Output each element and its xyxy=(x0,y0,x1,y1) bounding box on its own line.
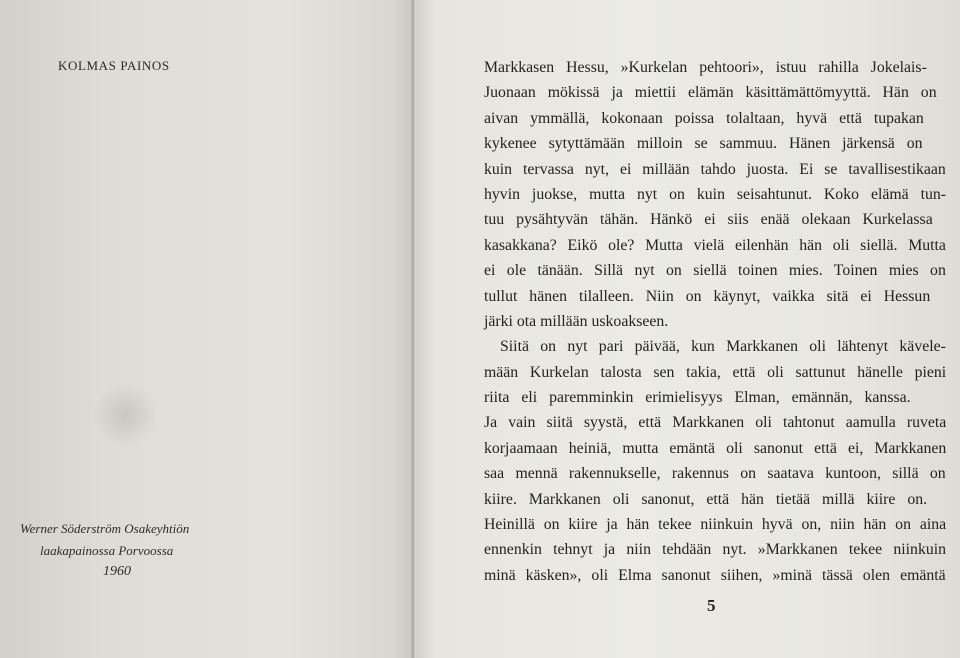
text-line: Ja vain siitä syystä, että Markkanen oli tahtonut aamulla ruveta xyxy=(484,414,947,432)
text-line: kasakkana? Eikö ole? Mutta vielä eilenhän hän oli siellä. Mutta xyxy=(484,236,946,254)
text-line: tuu pysähtyvän tähän. Hänkö ei siis enää olekaan Kurkelassa xyxy=(484,211,933,229)
page-number: 5 xyxy=(707,596,716,615)
text-line: Markkasen Hessu, »Kurkelan pehtoori», istuu rahilla Jokelais- xyxy=(484,59,927,76)
show-through-emblem xyxy=(95,380,155,450)
imprint-publisher: Werner Söderström Osakeyhtiön xyxy=(20,521,190,536)
text-line: Heinillä on kiire ja hän tekee niinkuin hyvä on, niin hän on aina xyxy=(484,516,947,534)
text-line: ennenkin tehnyt ja niin tehdään nyt. »Markkanen tekee niinkuin xyxy=(484,541,947,559)
body-text xyxy=(484,55,946,588)
text-line: aivan ymmällä, kokonaan poissa tolaltaan, hyvä että tupakan xyxy=(484,109,924,127)
text-line: ei ole tänään. Sillä nyt on siellä toinen mies. Toinen mies on xyxy=(484,262,946,280)
text-line: järki ota millään uskoakseen. xyxy=(484,312,669,330)
text-line: riita eli paremminkin erimielisyys Elman, emännän, kanssa. xyxy=(484,389,911,407)
text-line: Juonaan mökissä ja miettii elämän käsittämättömyyttä. Hän on xyxy=(484,84,937,102)
text-line: mään Kurkelan talosta sen takia, että oli sattunut hänelle pieni xyxy=(484,363,947,381)
text-line: saa mennä rakennukselle, rakennus on saatava kuntoon, sillä on xyxy=(484,465,946,483)
text-line: kiire. Markkanen oli sanonut, että hän tietää millä kiire on. xyxy=(484,490,928,508)
left-page xyxy=(0,0,413,658)
text-line: kuin tervassa nyt, ei millään tahdo juosta. Ei se tavallisestikaan xyxy=(484,160,946,178)
text-line: kykenee sytyttämään milloin se sammuu. Hänen järkensä on xyxy=(484,135,923,153)
imprint-year: 1960 xyxy=(103,564,131,579)
text-line: Siitä on nyt pari päivää, kun Markkanen oli lähtenyt kävele- xyxy=(500,338,946,356)
imprint-place: laakapainossa Porvoossa xyxy=(40,543,174,558)
text-line: tullut hänen tilalleen. Niin on käynyt, vaikka sitä ei Hessun xyxy=(484,287,931,305)
edition-label: KOLMAS PAINOS xyxy=(58,58,170,73)
text-line: korjaamaan heiniä, mutta emäntä oli sanonut että ei, Markkanen xyxy=(484,439,947,457)
text-line: hyvin juokse, mutta nyt on kuin seisahtunut. Koko elämä tun- xyxy=(484,185,947,203)
text-line: minä käsken», oli Elma sanonut siihen, »minä tässä olen emäntä xyxy=(484,566,946,584)
